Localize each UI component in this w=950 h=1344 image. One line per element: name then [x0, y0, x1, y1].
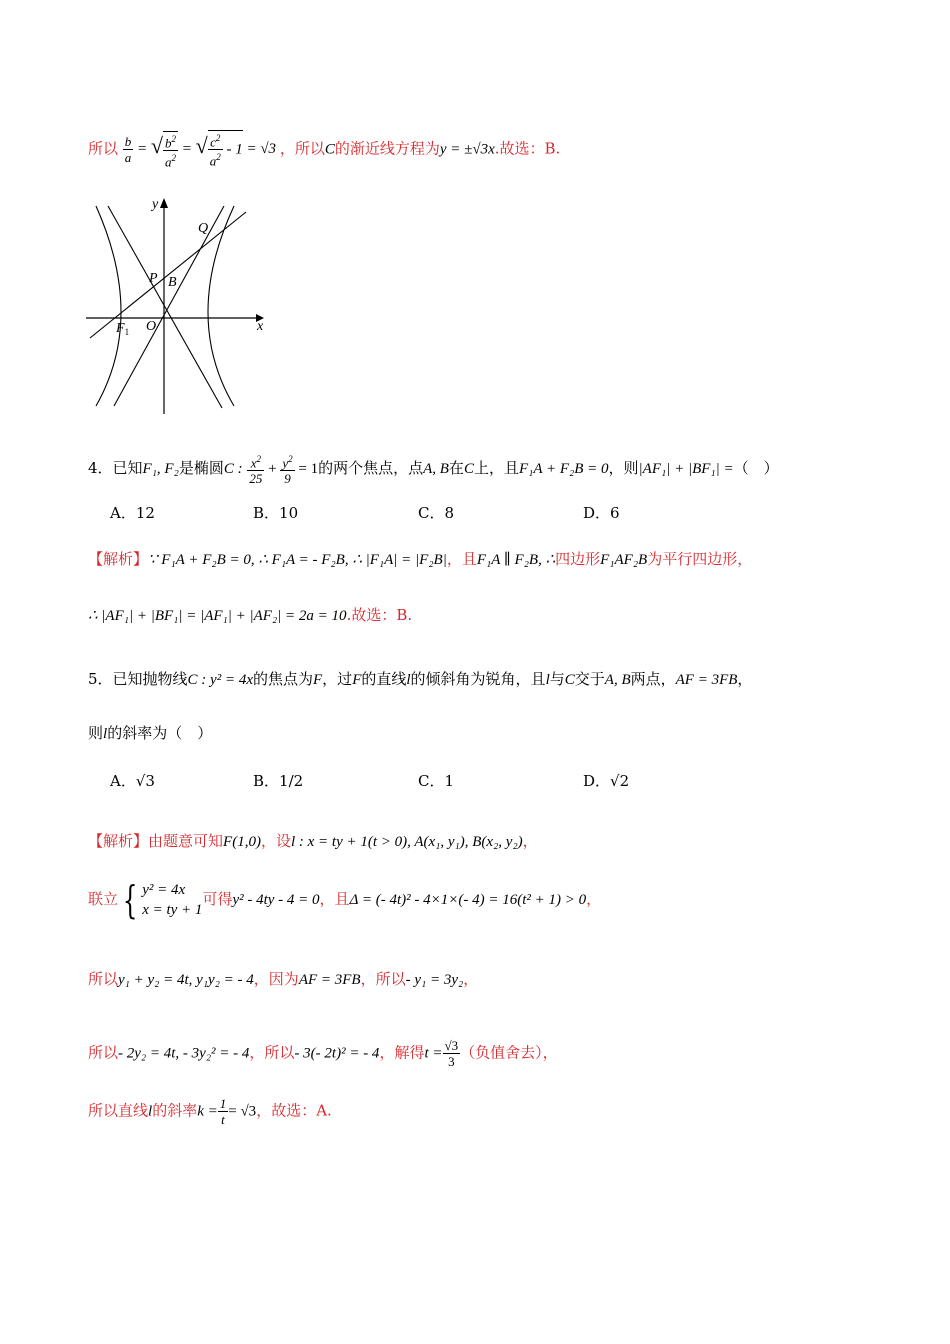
top-eq: y = ±√3x	[439, 141, 495, 158]
label-O: O	[146, 319, 157, 334]
q4-stem-b: 是椭圆	[178, 459, 224, 478]
q4-a5: F₁AF₂B	[600, 552, 648, 568]
label-Q: Q	[198, 221, 209, 236]
q5-s4g: （负值舍去），	[460, 1043, 558, 1062]
hyperbola-figure	[84, 194, 284, 418]
q4-c: C	[463, 461, 474, 478]
q5-F-1: F	[313, 672, 323, 688]
label-x: x	[257, 319, 264, 334]
q5-l-3: l	[103, 726, 108, 742]
label-F1: $F_1$	[116, 321, 130, 337]
q5-s5a: 所以直线	[88, 1101, 149, 1120]
q5-s4b: - 2y₂ = 4t, - 3y₂² = - 4	[118, 1045, 250, 1062]
q5-s4c: ，所以	[249, 1043, 295, 1062]
q5-s4a: 所以	[88, 1043, 119, 1062]
label-B: B	[168, 275, 177, 290]
q5-analysis-1	[88, 830, 538, 853]
q5-s3c: ，因为	[253, 970, 299, 988]
q4-stem: 4．已知F₁, F₂是椭圆C : $\frac{x^2}{25}$ + $\frac{y^2}{9}$ = 1的两个焦点，点A, B在C上，且F₁A + F₂B = 0，则|AF₁| + |BF₁| =（ ）	[88, 454, 779, 487]
top-prefix: 所以	[88, 139, 119, 158]
q4-paren: （ ）	[733, 459, 779, 478]
q5-stem-g: 交于	[574, 670, 605, 688]
q4-stem-c: 的两个焦点，点	[318, 459, 424, 478]
q5-l-1: l	[406, 672, 411, 688]
q4-a8: .故选：B.	[346, 606, 413, 624]
q5-s1c: ，设	[260, 832, 291, 850]
q5-analysis-4: 所以- 2y₂ = 4t, - 3y₂² = - 4，所以- 3(- 2t)² = - 4，解得t = $\frac{√3}{3}$ （负值舍去），	[88, 1038, 558, 1069]
q5-analysis-2: 联立 { y² = 4x x = ty + 1 可得y² - 4ty - 4 = 0，且Δ = (- 4t)² - 4×1×(- 4) = 16(t² + 1) > 0，	[88, 878, 602, 922]
q5-stem-c: ，过	[322, 670, 353, 688]
top-mid2: 的渐近线方程为	[334, 139, 440, 158]
q5-option-a: A．√3	[110, 772, 155, 790]
q5-stem-b: 的焦点为	[252, 670, 313, 688]
y-axis-arrow	[160, 198, 168, 208]
q5-s4e: ，解得	[379, 1043, 425, 1062]
q5-stem-2	[88, 722, 212, 745]
top-end: .故选：B.	[494, 139, 561, 158]
label-P: P	[149, 271, 158, 286]
q5-sys-1: y² = 4x	[142, 882, 186, 898]
q5-s3f: - y₁ = 3y₂	[405, 972, 464, 988]
top-mid: ，所以	[279, 139, 325, 158]
q5-stem-i: 则	[88, 724, 104, 742]
top-line	[88, 130, 560, 169]
top-C: C	[324, 141, 335, 158]
q4-stem-f: ，则	[608, 459, 639, 478]
q5-sys-2: x = ty + 1	[142, 902, 203, 918]
q5-F-2: F	[352, 672, 362, 688]
q5-stem-d: 的直线	[361, 670, 407, 688]
q5-s2a: 联立	[88, 890, 119, 908]
q4-a3: F₁A ∥ F₂B, ∴	[476, 552, 556, 568]
q5-l-2: l	[545, 672, 550, 688]
q4-a2: ，且	[446, 550, 477, 568]
q5-s1e: ，	[522, 832, 538, 850]
q5-analysis-5: 所以直线l的斜率k = $\frac{1}{t}$ = √3，故选：A.	[88, 1096, 332, 1127]
label-y: y	[152, 197, 159, 212]
q4-a6: 为平行四边形，	[647, 550, 753, 568]
q5-option-d: D．√2	[583, 772, 630, 790]
q5-s4f: t =	[424, 1045, 443, 1062]
q5-AB: A, B	[604, 672, 631, 688]
q4-a4: 四边形	[555, 550, 601, 568]
q5-s5d: = √3	[228, 1103, 257, 1120]
q5-analysis-tag: 【解析】	[88, 832, 149, 850]
q4-target: |AF₁| + |BF₁| =	[638, 461, 734, 478]
q4-analysis-1	[88, 548, 752, 571]
q5-stem-f: 与	[549, 670, 565, 688]
q5-s5b: 的斜率	[152, 1101, 198, 1120]
q5-s4d: - 3(- 2t)² = - 4	[294, 1045, 380, 1062]
q5-s3d: AF = 3FB	[298, 972, 361, 988]
q5-s2c: y² - 4ty - 4 = 0	[232, 892, 320, 908]
q5-s3g: ，	[463, 970, 479, 988]
q5-s5c: k =	[197, 1103, 218, 1120]
q4-analysis-2	[88, 604, 412, 627]
hyperbola-right-branch	[208, 206, 234, 406]
q5-s2d: ，且	[319, 890, 350, 908]
q5-l-4: l	[148, 1103, 153, 1120]
q4-a1: ∵ F₁A + F₂B = 0, ∴ F₁A = - F₂B, ∴ |F₁A| = |F₂B|	[148, 552, 447, 568]
q5-s1b: F(1,0)	[223, 834, 261, 850]
q5-option-c: C．1	[418, 772, 455, 790]
q5-s1d: l : x = ty + 1(t > 0), A(x₁, y₁), B(x₂, y₂)	[290, 834, 523, 850]
q4-option-d: D．6	[583, 504, 620, 522]
q5-s3b: y₁ + y₂ = 4t, y₁y₂ = - 4	[118, 972, 254, 988]
q5-s3e: ，所以	[360, 970, 406, 988]
q4-stem-d: 在	[448, 459, 464, 478]
q4-option-a: A．12	[110, 504, 155, 522]
q4-ab: A, B	[423, 461, 449, 478]
q4-option-b: B．10	[253, 504, 299, 522]
q5-s5e: ，故选：A.	[256, 1101, 332, 1120]
q5-s2f: ，	[586, 890, 602, 908]
q5-comma: ，	[737, 670, 753, 688]
q5-s3a: 所以	[88, 970, 119, 988]
q5-analysis-3	[88, 968, 478, 991]
q4-analysis-tag: 【解析】	[88, 550, 149, 568]
q4-ellipse: C :	[223, 461, 243, 478]
q5-parab: C : y² = 4x	[187, 672, 253, 688]
q4-f1f2: F₁, F₂	[142, 461, 179, 478]
q4-stem-a: 4．已知	[88, 459, 143, 478]
q5-s2e: Δ = (- 4t)² - 4×1×(- 4) = 16(t² + 1) > 0	[349, 892, 587, 908]
asymptote-2	[108, 206, 222, 408]
q4-stem-e: 上，且	[473, 459, 519, 478]
q5-s1a: 由题意可知	[148, 832, 224, 850]
q5-option-b: B．1/2	[253, 772, 304, 790]
asymptote-1	[114, 206, 224, 406]
q4-vec: F₁A + F₂B = 0	[518, 461, 609, 478]
q4-option-c: C．8	[418, 504, 455, 522]
q5-C: C	[564, 672, 575, 688]
q5-stem-e: 的倾斜角为锐角，且	[410, 670, 546, 688]
q4-a7: ∴ |AF₁| + |BF₁| = |AF₁| + |AF₂| = 2a = 10	[88, 608, 347, 624]
q5-stem-j: 的斜率为（ ）	[107, 724, 213, 742]
q5-stem-h: 两点，	[630, 670, 676, 688]
q5-rel: AF = 3FB	[675, 672, 738, 688]
hyperbola-left-branch	[96, 206, 121, 406]
q5-stem-a: 5．已知抛物线	[88, 670, 188, 688]
top-formula: $\frac{b}{a}$ = √ $\frac{b^2}{a^2}$ = √ $\frac{c^2}{a^2}$ - 1 = √3	[123, 141, 280, 157]
q5-stem-1	[88, 668, 752, 691]
q5-s2b: 可得	[202, 890, 233, 908]
